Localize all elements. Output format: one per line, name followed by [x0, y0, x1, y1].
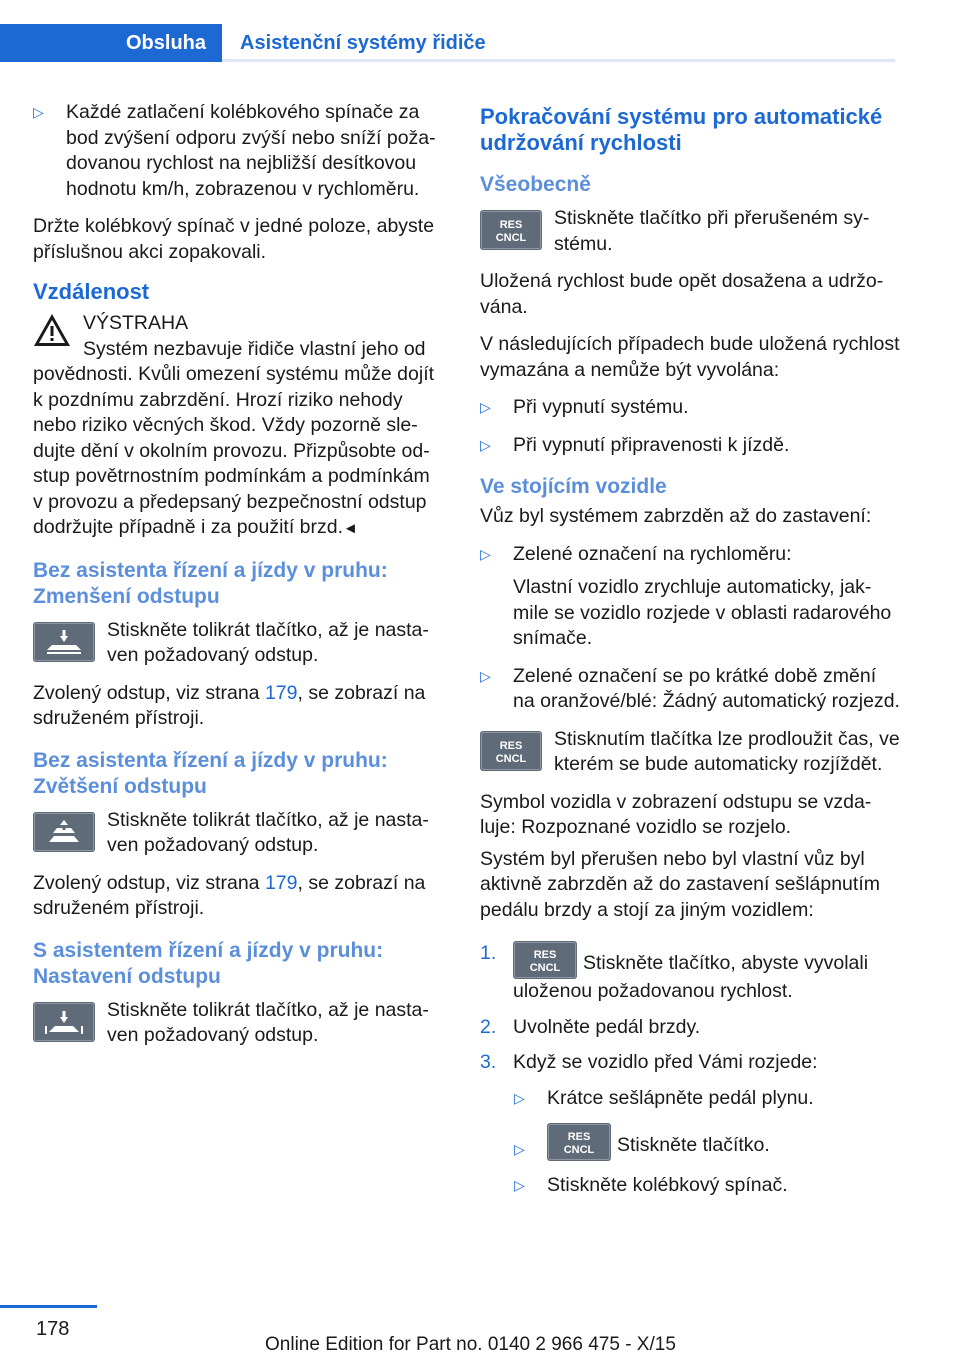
arrow-bullet-icon: ▷ [514, 1177, 525, 1193]
svg-text:RES: RES [567, 1131, 591, 1143]
paragraph-increase-ref: Zvolený odstup, viz strana 179, se zobrazí na sdruženém přístroji. [33, 871, 426, 919]
distance-reduce-instruction [33, 618, 443, 669]
warning-text [33, 362, 443, 542]
svg-text:RES: RES [499, 739, 523, 752]
list-item-text: Vlastní vozidlo zrychluje automaticky, jakmile se vozidlo rozjede v oblasti radarového snímače. [513, 576, 892, 649]
list-item [480, 664, 900, 715]
heading-standing-vehicle: Ve stojícím vozidle [480, 475, 667, 498]
footer-edition: Online Edition for Part no. 0140 2 966 475 - X/15 [265, 1334, 676, 1355]
step-number: 3. [480, 1051, 497, 1073]
instruction-text: Stiskněte tolikrát tlačítko, až je nastaven požadovaný odstup. [107, 618, 429, 666]
paragraph: V následujících případech bude uložená rychlost vymazána a nemůže být vyvolána: [480, 333, 900, 381]
section-tab: Obsluha [0, 24, 222, 62]
footer-rule [0, 1305, 97, 1308]
arrow-bullet-icon: ▷ [480, 545, 491, 562]
list-item [480, 395, 900, 421]
paragraph: Vůz byl systémem zabrzděn až do zastavení: [480, 505, 872, 527]
instruction-text: Stisknutím tlačítka lze prodloužit čas, ve kterém se bude automaticky rozjíždět. [554, 727, 900, 775]
svg-text:CNCL: CNCL [529, 962, 561, 974]
list-item [480, 542, 900, 652]
distance-increase-instruction [33, 808, 443, 859]
res-cncl-button-icon [547, 1123, 611, 1161]
heading-distance: Vzdálenost [33, 279, 150, 304]
res-cncl-button-icon [480, 731, 542, 771]
svg-text:CNCL: CNCL [495, 232, 527, 244]
list-item [480, 433, 900, 459]
instruction-text: Stiskněte tolikrát tlačítko, až je nastaven požadovaný odstup. [107, 998, 429, 1046]
instruction-text: Stiskněte tolikrát tlačítko, až je nastaven požadovaný odstup. [107, 808, 429, 856]
svg-text:CNCL: CNCL [495, 752, 527, 765]
list-item-text: Každé zatlačení kolébkového spínače za bod zvýšení odporu zvýší nebo sníží požadovanou rychlost na nejbližší desítkovou hodnotu km/h, zobrazenou v rychloměru. [66, 101, 436, 200]
list-item-text: Stiskněte tlačítko. [617, 1134, 770, 1156]
warning-text-start: Systém nezbavuje řidiče vlastní jeho od [83, 337, 426, 360]
svg-text:RES: RES [499, 219, 523, 231]
arrow-bullet-icon: ▷ [514, 1141, 525, 1157]
heading-general: Všeobecně [480, 173, 591, 196]
page-link[interactable]: 179 [264, 681, 298, 704]
paragraph: Systém byl přerušen nebo byl vlastní vůz byl aktivně zabrzděn až do zastavení sešlápnutím pedálu brzdy a stojí za jiným vozidlem: [480, 847, 880, 921]
header-underline [222, 59, 895, 62]
list-item-text: Krátce sešlápněte pedál plynu. [547, 1086, 814, 1109]
svg-text:CNCL: CNCL [563, 1144, 595, 1156]
step-number: 2. [480, 1015, 497, 1038]
res-cncl-button-icon [513, 941, 577, 979]
distance-set-button-icon [33, 1002, 95, 1042]
step-item [480, 1050, 900, 1076]
distance-set-instruction [33, 998, 443, 1049]
step-text: Stiskněte tlačítko, abyste vyvolali uloženou požadovanou rychlost. [513, 952, 869, 1002]
extend-time-instruction [480, 727, 900, 778]
step-item [480, 941, 900, 1005]
list-item-text: Zelené označení se po krátké době změní na oranžové/blé: Žádný automatický rozjezd. [513, 664, 900, 712]
warning-text-body: povědnosti. Kvůli omezení systému může dojít k pozdnímu zabrzdění. Hrozí riziko nehody nebo riziko věcných škod. Vždy pozorně sledujte dění v okolním provozu. Přizpůsobte odstup povětrnostním podmínkám a podmínkám v provozu a předepsaný bezpečnostní odstup dodržujte případně i za použití brzd. [33, 363, 435, 538]
warning-block [33, 311, 443, 542]
left-column [33, 100, 443, 1061]
page-header [0, 24, 895, 62]
heading-set-distance: S asistentem řízení a jízdy v pruhu: Nastavení odstupu [33, 938, 384, 988]
page-number: 178 [36, 1318, 70, 1340]
list-item-text: Při vypnutí systému. [513, 396, 689, 418]
arrow-bullet-icon: ▷ [480, 399, 491, 415]
end-mark-icon: ◄ [343, 520, 358, 537]
paragraph-reduce-ref: Zvolený odstup, viz strana 179, se zobrazí na sdruženém přístroji. [33, 681, 426, 729]
heading-increase-distance: Bez asistenta řízení a jízdy v pruhu: Zvětšení odstupu [33, 748, 388, 798]
list-item [33, 100, 443, 202]
list-item-title: Zelené označení na rychloměru: [513, 542, 792, 565]
paragraph: Držte kolébkový spínač v jedné poloze, abyste příslušnou akci zopakovali. [33, 215, 435, 263]
resume-instruction [480, 206, 900, 257]
step-text: Když se vozidlo před Vámi rozjede: [513, 1051, 818, 1073]
list-item [514, 1086, 900, 1112]
list-item [514, 1123, 900, 1161]
instruction-text: Stiskněte tlačítko při přerušeném systému. [554, 207, 870, 255]
paragraph: Uložená rychlost bude opět dosažena a udržována. [480, 270, 884, 318]
warning-triangle-icon [33, 313, 71, 347]
step-item [480, 1015, 900, 1041]
step-text: Uvolněte pedál brzdy. [513, 1015, 701, 1038]
arrow-bullet-icon: ▷ [480, 436, 491, 453]
svg-text:RES: RES [533, 949, 557, 961]
warning-title: VÝSTRAHA [83, 312, 189, 334]
list-item-text: Stiskněte kolébkový spínač. [547, 1174, 788, 1196]
distance-reduce-button-icon [33, 622, 95, 662]
list-item-text: Při vypnutí připravenosti k jízdě. [513, 433, 790, 456]
right-column [480, 100, 900, 1211]
paragraph: Symbol vozidla v zobrazení odstupu se vzdaluje: Rozpoznané vozidlo se rozjelo. [480, 790, 872, 838]
res-cncl-button-icon [480, 210, 542, 250]
distance-increase-button-icon [33, 812, 95, 852]
list-item [514, 1173, 900, 1199]
arrow-bullet-icon: ▷ [514, 1089, 525, 1106]
step-number: 1. [480, 942, 497, 964]
page-link[interactable]: 179 [264, 871, 298, 894]
heading-continue-system: Pokračování systému pro automatické udržování rychlosti [480, 104, 883, 155]
chapter-title: Asistenční systémy řidiče [240, 32, 486, 54]
arrow-bullet-icon: ▷ [480, 667, 491, 684]
arrow-bullet-icon: ▷ [33, 104, 44, 120]
heading-reduce-distance: Bez asistenta řízení a jízdy v pruhu: Zmenšení odstupu [33, 558, 388, 608]
